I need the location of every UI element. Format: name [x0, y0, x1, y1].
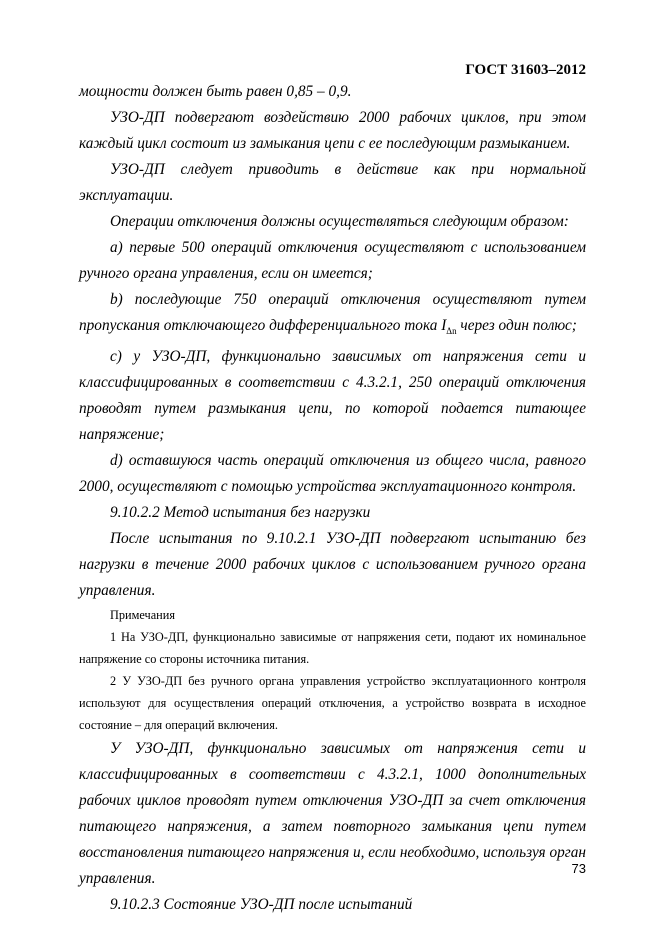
- list-item-b-subscript: Δn: [446, 326, 457, 337]
- list-item-a: а) первые 500 операций отключения осуществляют с использованием ручного органа управления, если он имеется;: [79, 239, 586, 282]
- notes-heading: Примечания: [110, 608, 176, 623]
- page-number: 73: [571, 861, 586, 876]
- section-heading-9-10-2-3: 9.10.2.3 Состояние УЗО-ДП после испытаний: [110, 896, 413, 914]
- paragraph-additional-cycles: У УЗО-ДП, функционально зависимых от напряжения сети и классифицированных в соответствии с 4.3.2.1, 1000 дополнительных рабочих циклов проводят путем отключения УЗО-ДП за счет отключения питающего напряжения, а затем повторного замыкания цепи путем восстановления питающего напряжения и, если необходимо, используя орган управления.: [79, 740, 586, 888]
- list-item-b-text: b) последующие 750 операций отключения осуществляют путем пропускания отключающего дифференциального тока I: [79, 291, 586, 334]
- paragraph-trip-operations-intro: Операции отключения должны осуществляться следующим образом:: [110, 213, 569, 230]
- list-item-c: с) у УЗО-ДП, функционально зависимых от напряжения сети и классифицированных в соответствии с 4.3.2.1, 250 операций отключения проводят путем размыкания цепи, по которой подается питающее напряжение;: [79, 348, 586, 444]
- standard-header: ГОСТ 31603–2012: [465, 62, 586, 78]
- paragraph-continuation: мощности должен быть равен 0,85 – 0,9.: [79, 83, 352, 100]
- section-heading-9-10-2-2: 9.10.2.2 Метод испытания без нагрузки: [110, 504, 371, 522]
- list-item-b-tail: через один полюс;: [456, 317, 577, 334]
- document-body: [79, 79, 586, 918]
- paragraph-no-load-test: После испытания по 9.10.2.1 УЗО-ДП подвергают испытанию без нагрузки в течение 2000 рабочих циклов с использованием ручного органа управления.: [79, 530, 586, 600]
- paragraph-work-cycles: УЗО-ДП подвергают воздействию 2000 рабочих циклов, при этом каждый цикл состоит из замыкания цепи с ее последующим размыканием.: [79, 109, 586, 152]
- list-item-d: d) оставшуюся часть операций отключения из общего числа, равного 2000, осуществляют с помощью устройства эксплуатационного контроля.: [79, 452, 586, 496]
- list-item-b: [79, 287, 586, 344]
- note-2: 2 У УЗО-ДП без ручного органа управления устройство эксплуатационного контроля используют для осуществления операций отключения, а устройство возврата в исходное состояние – для операций включения.: [79, 674, 586, 733]
- note-1: 1 На УЗО-ДП, функционально зависимые от напряжения сети, подают их номинальное напряжение со стороны источника питания.: [79, 630, 586, 667]
- paragraph-operation-mode: УЗО-ДП следует приводить в действие как при нормальной эксплуатации.: [79, 161, 586, 204]
